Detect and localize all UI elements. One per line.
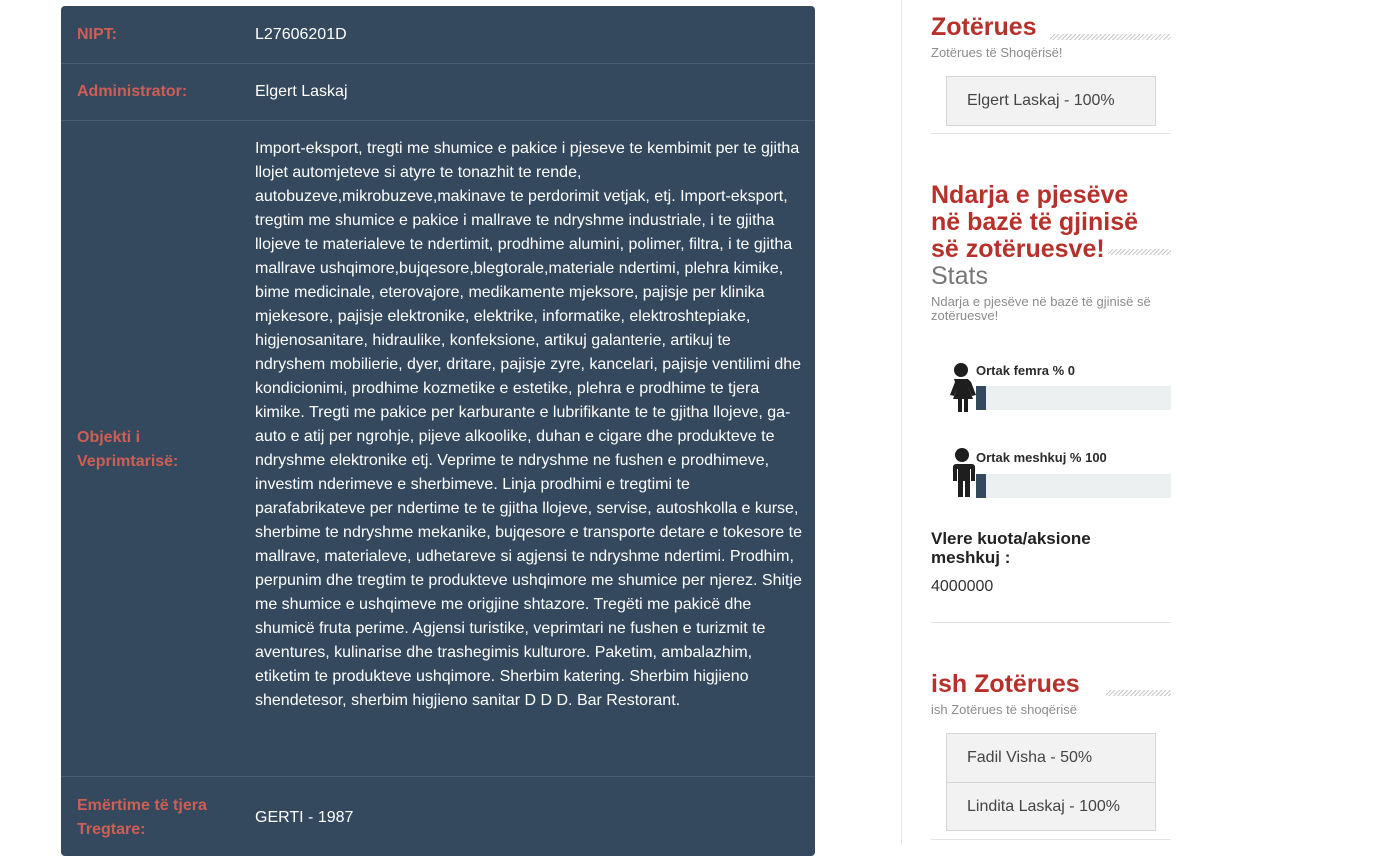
stats-heading: Stats — [931, 262, 988, 290]
owners-subtitle: Zotërues të Shoqërisë! — [931, 45, 1063, 60]
administrator-label: Administrator: — [77, 83, 188, 100]
male-bar-fill — [976, 474, 986, 498]
emertime-value: GERTI - 1987 — [255, 809, 354, 826]
objekti-value: Import-eksport, tregti me shumice e pakice i pjeseve te kembimit per te gjitha llojet automjeteve si atyre te tonazhit te rende, autobuzeve,mikrobuzeve,makinave te perdorimit vetjak, etj. Import-eksport, tregtim me shumice e pakice i mallrave te ndryshme industriale, i te gjitha llojeve te materialeve te ndertimit, prodhime alumini, polimer, filtra, i te gjitha mallrave ushqimore,bujqesore,blegtorale,materiale ndertimi, plehra kimike, bime medicinale, eterovajore, medikamente mjeksore, pajisje per klinika mjekesore, pajisje elektronike, elektrike, informatike, elektroshtepiake, higjenosanitare, hidraulike, konfeksione, artikuj galanterie, artikuj te ndryshem mobilierie, dyer, dritare, pajisje zyre, kancelari, pajisje ventilimi dhe kondicionimi, prodhime kozmetike e estetike, plehra e prodhime te tjera kimike. Tregti me pakice per karburante e lubrifikante te te gjitha llojeve, ga-auto e atij per ngrohje, pijeve alkoolike, duhan e cigare dhe produkteve te ndryshme elektronike etj. Veprime te ndryshme ne fushen e prodhimeve, investim nderimeve e sherbimeve. Linja prodhimi e tregtimi te parafabrikateve per ndertime te te gjitha llojeve, servise, autoshkolla e kurse, sherbime te ndryshme mekanike, bujqesore e transporte detare e tokesore te mallrave, materialeve, udhetareve si agjensi te ndryshme ndertimi. Prodhim, perpunim dhe tregtim te produkteve ushqimore me shumice per njerez. Shitje me shumice e ushqimeve me origjine shtazore. Tregëti me pakicë dhe shumicë fruta perime. Agjensi turistike, veprimtari ne fushen e turizmit te aventures, kulinarise dhe trashegimis kulturore. Paketim, ambalazhim, etiketim te produkteve ushqimore. Sherbim katering. Sherbim higjieno shendetesor, sherbim higjieno sanitar D D D. Bar Restorant. — [255, 140, 802, 709]
kuota-value: 4000000 — [931, 578, 994, 595]
male-person-icon — [944, 447, 980, 499]
gender-subtitle: Ndarja e pjesëve në bazë të gjinisë së zotëruesve! — [931, 294, 1151, 323]
female-bar-fill — [976, 386, 986, 410]
row-administrator — [61, 63, 815, 121]
owners-list — [946, 76, 1156, 126]
gender-title: Ndarja e pjesëve në bazë të gjinisë së zotëruesve! — [931, 181, 1139, 263]
row-emertime — [61, 777, 815, 856]
emertime-label: Emërtime të tjera Tregtare: — [77, 797, 207, 838]
former-owners-divider — [931, 839, 1171, 840]
female-bar-track — [976, 386, 1171, 410]
owners-divider — [931, 133, 1171, 134]
sidebar-divider — [901, 0, 902, 845]
company-info-table — [61, 6, 815, 856]
row-nipt — [61, 6, 815, 64]
female-person-icon — [942, 361, 978, 413]
owner-item[interactable]: Elgert Laskaj - 100% — [967, 92, 1115, 109]
nipt-label: NIPT: — [77, 26, 117, 43]
objekti-label: Objekti i Veprimtarisë: — [77, 429, 179, 470]
male-bar-label: Ortak meshkuj % 100 — [976, 450, 1107, 465]
former-owner-item[interactable]: Lindita Laskaj - 100% — [947, 782, 1155, 830]
former-owners-title-hatch — [1106, 690, 1171, 696]
former-owners-title: ish Zotërues — [931, 670, 1080, 698]
kuota-label: Vlere kuota/aksione meshkuj : — [931, 529, 1091, 567]
former-owners-subtitle: ish Zotërues të shoqërisë — [931, 702, 1077, 717]
male-bar-track — [976, 474, 1171, 498]
female-bar-label: Ortak femra % 0 — [976, 363, 1075, 378]
former-owner-item[interactable]: Fadil Visha - 50% — [967, 749, 1093, 766]
nipt-value: L27606201D — [255, 26, 347, 43]
gender-title-hatch — [1108, 249, 1171, 255]
administrator-value: Elgert Laskaj — [255, 83, 348, 100]
owners-title: Zotërues — [931, 13, 1037, 41]
former-owners-list — [946, 733, 1156, 831]
row-objekti — [61, 120, 815, 777]
gender-divider — [931, 622, 1171, 623]
owners-title-hatch — [1050, 34, 1171, 40]
